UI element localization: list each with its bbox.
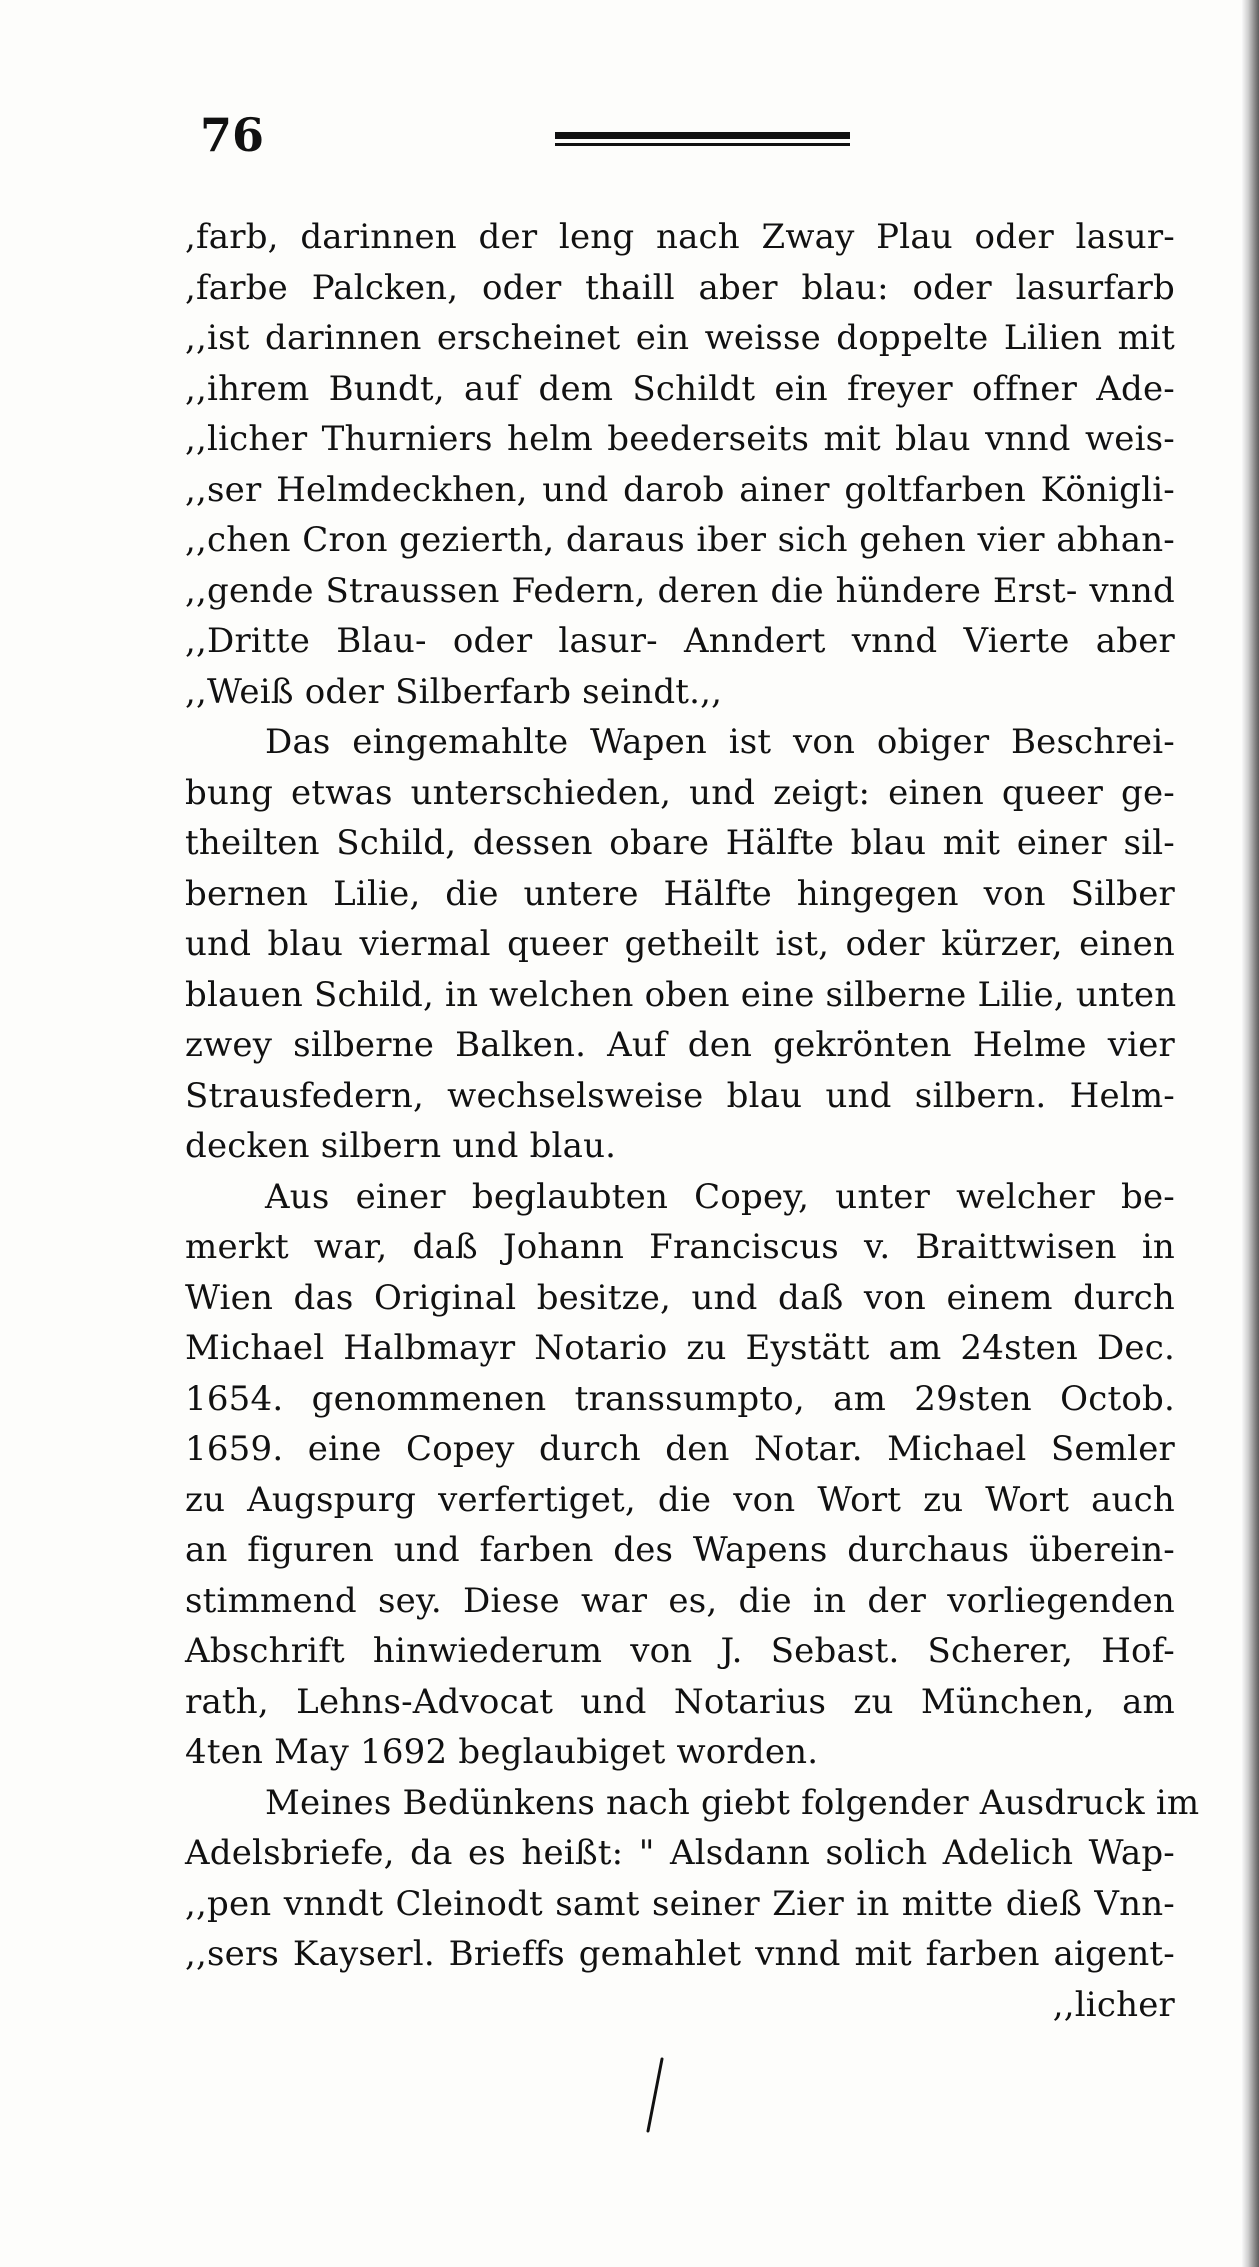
header-rule-thin	[555, 143, 850, 146]
text-line: Wien das Original besitze, und daß von einem durch	[185, 1277, 1175, 1318]
text-line: ,farbe Palcken, oder thaill aber blau: oder lasurfarb	[185, 267, 1175, 308]
text-line: ,,Dritte Blau- oder lasur- Anndert vnnd Vierte aber	[185, 621, 1175, 661]
text-line: bernen Lilie, die untere Hälfte hingegen von Silber	[185, 873, 1175, 914]
text-line: Abschrift hinwiederum von J. Sebast. Scherer, Hof-	[185, 1631, 1175, 1671]
text-line: theilten Schild, dessen obare Hälfte blau mit einer sil-	[185, 823, 1175, 863]
paragraph-start-line: Meines Bedünkens nach giebt folgender Ausdruck im	[265, 1782, 1200, 1823]
text-line: ,,gende Straussen Federn, deren die hündere Erst- vnnd	[185, 570, 1175, 611]
catchword: ,,licher	[1052, 1984, 1175, 2025]
text-line: stimmend sey. Diese war es, die in der vorliegenden	[185, 1580, 1175, 1621]
text-line: ,,licher Thurniers helm beederseits mit blau vnnd weis-	[185, 419, 1175, 459]
page-number: 76	[200, 108, 265, 162]
text-line: ,,ist darinnen erscheinet ein weisse doppelte Lilien mit	[185, 318, 1175, 358]
paragraph-start-line: Das eingemahlte Wapen ist von obiger Beschrei-	[265, 722, 1175, 762]
text-line: ,,sers Kayserl. Brieffs gemahlet vnnd mit farben aigent-	[185, 1934, 1175, 1974]
text-line: blauen Schild, in welchen oben eine silberne Lilie, unten	[185, 974, 1177, 1015]
text-line: 1654. genommenen transsumpto, am 29sten Octob.	[185, 1378, 1175, 1419]
text-line: zwey silberne Balken. Auf den gekrönten Helme vier	[185, 1025, 1175, 1065]
text-line: ,,ihrem Bundt, auf dem Schildt ein freyer offner Ade-	[185, 368, 1175, 409]
text-line: ,,pen vnndt Cleinodt samt seiner Zier in mitte dieß Vnn-	[185, 1883, 1175, 1924]
text-line: bung etwas unterschieden, und zeigt: einen queer ge-	[185, 772, 1175, 813]
text-line: decken silbern und blau.	[185, 1126, 617, 1166]
text-line: Strausfedern, wechselsweise blau und silbern. Helm-	[185, 1075, 1175, 1116]
text-line: ,farb, darinnen der leng nach Zway Plau oder lasur-	[185, 217, 1175, 257]
text-line: ,,chen Cron gezierth, daraus iber sich gehen vier abhan-	[185, 520, 1175, 560]
text-line: und blau viermal queer getheilt ist, oder kürzer, einen	[185, 924, 1175, 964]
text-line: 4ten May 1692 beglaubiget worden.	[185, 1732, 819, 1772]
text-line: an figuren und farben des Wapens durchaus überein-	[185, 1530, 1175, 1570]
page-edge-shadow	[1241, 0, 1259, 2267]
text-line: merkt war, daß Johann Franciscus v. Braittwisen in	[185, 1227, 1175, 1267]
text-line: ,,Weiß oder Silberfarb seindt.,,	[185, 671, 723, 712]
pen-stroke-mark	[640, 2055, 670, 2135]
paragraph-start-line: Aus einer beglaubten Copey, unter welcher be-	[265, 1176, 1175, 1217]
text-line: ,,ser Helmdeckhen, und darob ainer goltfarben Königli-	[185, 469, 1175, 510]
text-line: rath, Lehns-Advocat und Notarius zu München, am	[185, 1681, 1175, 1722]
text-line: Michael Halbmayr Notario zu Eystätt am 24sten Dec.	[185, 1328, 1175, 1368]
body-text	[185, 212, 1200, 2030]
text-line: 1659. eine Copey durch den Notar. Michael Semler	[185, 1429, 1175, 1469]
header-rule-thick	[555, 132, 850, 139]
header-ornament-rule	[555, 132, 850, 148]
text-line: zu Augspurg verfertiget, die von Wort zu Wort auch	[185, 1479, 1175, 1520]
text-line: Adelsbriefe, da es heißt: " Alsdann solich Adelich Wap-	[185, 1833, 1175, 1873]
